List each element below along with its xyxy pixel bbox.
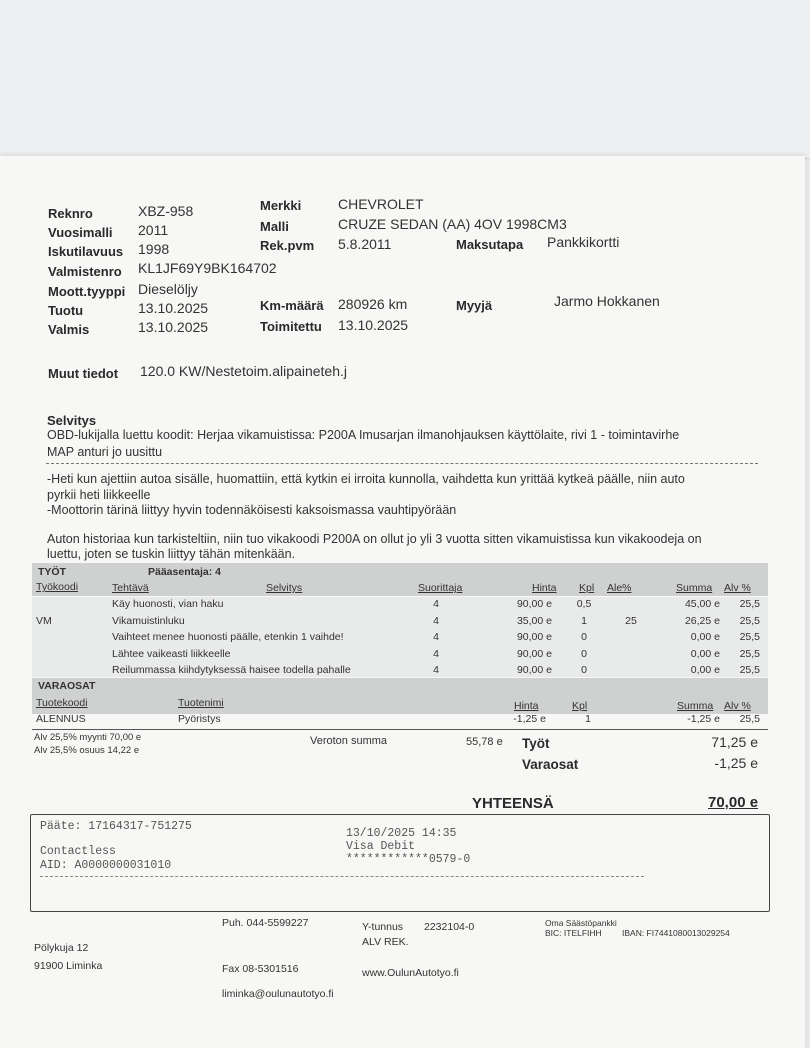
selvitys-line: Auton historiaa kun tarkisteltiin, niin tuo vikakoodi P200A on ollut jo yli 3 vuotta sitten vikamuistissa kun vikakoodeja on: [47, 532, 702, 546]
tyot-cell-hinta: 90,00 e: [516, 664, 552, 676]
tyot-cell-suorittaja: 4: [433, 631, 439, 643]
tyot-cell-summa: 45,00 e: [684, 598, 720, 610]
toimitettu-label: Toimitettu: [260, 319, 322, 334]
tyot-cell-tehtava: Reilummassa kiihdytyksessä haisee todella pahalle: [112, 664, 351, 676]
moott-label: Moott.tyyppi: [48, 284, 126, 299]
col-header-ale: Ale%: [607, 582, 632, 594]
col-header-summa-2: Summa: [677, 700, 714, 712]
varaosat-cell-hinta: -1,25 e: [513, 713, 546, 725]
selvitys-line: -Heti kun ajettiin autoa sisälle, huomattiin, että kytkin ei irroita kunnolla, vaihdetta kun yrittää kytkeä päälle, niin auto: [47, 472, 685, 486]
varaosat-cell-kpl: 1: [585, 713, 591, 725]
valmistenro-value: KL1JF69Y9BK164702: [138, 260, 277, 276]
tyot-total-value: 71,25 e: [711, 734, 758, 750]
col-header-kpl-2: Kpl: [572, 700, 588, 712]
rekpvm-value: 5.8.2011: [338, 236, 392, 252]
km-label: Km-määrä: [260, 298, 324, 313]
tyot-total-label: Työt: [522, 736, 550, 751]
email: liminka@oulunautotyo.fi: [222, 988, 334, 1000]
tyot-cell-tehtava: Vikamuistinluku: [112, 614, 185, 627]
col-header-alv: Alv %: [724, 582, 751, 594]
muut-tiedot-label: Muut tiedot: [48, 366, 119, 381]
tyot-cell-koodi: VM: [36, 614, 52, 627]
merkki-label: Merkki: [260, 198, 302, 213]
selvitys-title: Selvitys: [47, 413, 97, 428]
ytunnus-label: Y-tunnus: [362, 921, 404, 933]
reknro-value: XBZ-958: [138, 203, 194, 219]
selvitys-line: pyrkii heti liikkeelle: [47, 488, 151, 502]
tyot-cell-kpl: 0,5: [576, 598, 592, 610]
address-line-1: Pölykuja 12: [34, 942, 89, 954]
tyot-cell-suorittaja: 4: [433, 614, 439, 627]
col-header-hinta: Hinta: [532, 582, 557, 594]
tyot-cell-summa: 26,25 e: [684, 614, 720, 627]
merkki-value: CHEVROLET: [338, 196, 424, 212]
malli-label: Malli: [260, 219, 289, 234]
col-header-tuotekoodi: Tuotekoodi: [36, 697, 88, 709]
col-header-kpl: Kpl: [579, 582, 595, 594]
yhteensa-label: YHTEENSÄ: [472, 795, 554, 812]
tyot-cell-kpl: 0: [581, 647, 587, 660]
receipt-datetime: 13/10/2025 14:35: [346, 827, 457, 840]
myyja-label: Myyjä: [456, 298, 493, 313]
alv-myynti: Alv 25,5% myynti 70,00 e: [34, 732, 142, 743]
veroton-value: 55,78 e: [466, 736, 503, 748]
tyot-cell-alv: 25,5: [739, 631, 760, 643]
varaosat-total-label: Varaosat: [522, 757, 579, 772]
tuotu-label: Tuotu: [48, 303, 84, 318]
yhteensa-value: 70,00 e: [708, 794, 759, 811]
km-value: 280926 km: [338, 296, 408, 312]
col-header-summa: Summa: [676, 582, 713, 594]
maksutapa-value: Pankkikortti: [547, 234, 620, 250]
tyot-cell-summa: 0,00 e: [690, 664, 720, 676]
col-header-alv-2: Alv %: [724, 700, 751, 712]
col-header-tyokoodi: Työkoodi: [36, 581, 79, 593]
tyot-cell-hinta: 90,00 e: [516, 631, 552, 643]
tyot-cell-tehtava: Käy huonosti, vian haku: [112, 598, 224, 610]
tyot-cell-suorittaja: 4: [433, 647, 439, 660]
tyot-cell-hinta: 90,00 e: [516, 647, 552, 660]
ytunnus-value: 2232104-0: [424, 921, 475, 933]
tyot-cell-alv: 25,5: [739, 664, 760, 676]
varaosat-header-band: [32, 678, 768, 714]
phone: Puh. 044-5599227: [222, 917, 309, 929]
contactless: Contactless: [40, 845, 116, 858]
varaosat-cell-nimi: Pyöristys: [178, 713, 221, 725]
muut-tiedot-value: 120.0 KW/Nestetoim.alipaineteh.j: [140, 363, 347, 379]
divider: [32, 729, 768, 730]
bic: BIC: ITELFIHH: [545, 928, 602, 938]
selvitys-line: luettu, joten se tuskin liittyy tähän mitenkään.: [47, 547, 296, 561]
paate: Pääte: 17164317-751275: [40, 820, 192, 833]
tyot-cell-hinta: 35,00 e: [516, 614, 552, 627]
varaosat-cell-alv: 25,5: [739, 713, 760, 725]
moott-value: Dieselöljy: [138, 281, 198, 297]
envelope-flap: [0, 0, 810, 159]
iskutilavuus-value: 1998: [138, 241, 170, 257]
alv-rek: ALV REK.: [362, 936, 409, 948]
col-header-tehtava: Tehtävä: [112, 582, 149, 594]
fax: Fax 08-5301516: [222, 963, 299, 975]
varaosat-section-title: VARAOSAT: [38, 680, 96, 692]
veroton-label: Veroton summa: [310, 735, 388, 747]
aid: AID: A0000000031010: [40, 859, 172, 872]
website: www.OulunAutotyo.fi: [362, 967, 459, 979]
address-line-2: 91900 Liminka: [34, 960, 103, 972]
maksutapa-label: Maksutapa: [456, 237, 524, 252]
col-header-suorittaja: Suorittaja: [418, 582, 463, 594]
tyot-cell-kpl: 0: [581, 664, 587, 676]
selvitys-line: MAP anturi jo uusittu: [47, 445, 163, 459]
valmis-label: Valmis: [48, 322, 90, 337]
reknro-label: Reknro: [48, 206, 93, 221]
tyot-cell-summa: 0,00 e: [690, 647, 720, 660]
selvitys-line: OBD-lukijalla luettu koodit: Herjaa vikamuistissa: P200A Imusarjan ilmanohjauksen käyttölaite, rivi 1 - toimintavirhe: [47, 428, 680, 442]
tyot-cell-summa: 0,00 e: [690, 631, 720, 643]
alv-osuus: Alv 25,5% osuus 14,22 e: [34, 745, 140, 756]
tyot-cell-suorittaja: 4: [433, 598, 439, 610]
vuosimalli-label: Vuosimalli: [48, 225, 113, 240]
vuosimalli-value: 2011: [138, 222, 169, 238]
toimitettu-value: 13.10.2025: [338, 317, 409, 333]
varaosat-total-value: -1,25 e: [714, 755, 758, 771]
valmistenro-label: Valmistenro: [48, 264, 122, 279]
tuotu-value: 13.10.2025: [138, 300, 209, 316]
varaosat-cell-summa: -1,25 e: [687, 713, 720, 725]
tyot-cell-hinta: 90,00 e: [516, 598, 552, 610]
tyot-cell-alv: 25,5: [739, 598, 760, 610]
divider: [46, 463, 758, 464]
rekpvm-label: Rek.pvm: [260, 238, 315, 253]
divider: [40, 876, 644, 877]
paaasentaja: Pääasentaja: 4: [148, 566, 221, 578]
receipt-cardnum: ************0579-0: [346, 853, 471, 866]
tyot-cell-suorittaja: 4: [433, 664, 439, 676]
malli-value: CRUZE SEDAN (AA) 4OV 1998CM3: [338, 216, 567, 232]
tyot-cell-kpl: 0: [581, 631, 587, 643]
col-header-selvitys: Selvitys: [266, 582, 303, 594]
tyot-cell-ale: 25: [625, 614, 637, 627]
tyot-cell-tehtava: Lähtee vaikeasti liikkeelle: [112, 647, 231, 660]
iban: IBAN: FI7441080013029254: [622, 928, 730, 938]
selvitys-line: -Moottorin tärinä liittyy hyvin todennäköisesti kaksoismassa vauhtipyörään: [47, 503, 457, 517]
tyot-cell-alv: 25,5: [739, 647, 760, 660]
myyja-value: Jarmo Hokkanen: [554, 293, 660, 309]
tyot-section-title: TYÖT: [38, 566, 66, 578]
varaosat-cell-koodi: ALENNUS: [36, 713, 86, 725]
valmis-value: 13.10.2025: [138, 319, 209, 335]
tyot-cell-tehtava: Vaihteet menee huonosti päälle, etenkin 1 vaihde!: [112, 631, 344, 643]
iskutilavuus-label: Iskutilavuus: [48, 244, 124, 259]
tyot-cell-kpl: 1: [581, 614, 587, 627]
receipt-card: Visa Debit: [346, 840, 416, 853]
col-header-tuotenimi: Tuotenimi: [178, 697, 224, 709]
bank-name: Oma Säästöpankki: [545, 918, 617, 928]
col-header-hinta-2: Hinta: [514, 700, 539, 712]
tyot-cell-alv: 25,5: [739, 614, 760, 627]
